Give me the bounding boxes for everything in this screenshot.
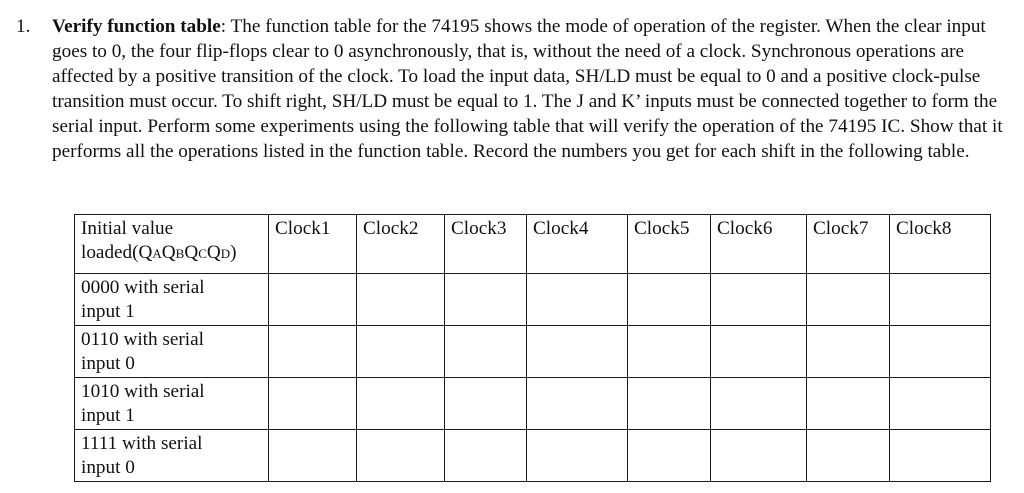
blank-cell[interactable]: [890, 274, 991, 326]
blank-cell[interactable]: [527, 326, 628, 378]
blank-cell[interactable]: [445, 274, 527, 326]
blank-cell[interactable]: [628, 378, 711, 430]
blank-cell[interactable]: [807, 378, 890, 430]
blank-cell[interactable]: [711, 326, 807, 378]
item-heading: Verify function table: [52, 16, 221, 37]
blank-cell[interactable]: [269, 274, 357, 326]
blank-cell[interactable]: [269, 378, 357, 430]
item-paragraph: [52, 14, 1006, 164]
blank-cell[interactable]: [357, 274, 445, 326]
blank-cell[interactable]: [357, 430, 445, 482]
table-row: [75, 430, 991, 482]
blank-cell[interactable]: [445, 326, 527, 378]
blank-cell[interactable]: [628, 430, 711, 482]
blank-cell[interactable]: [527, 274, 628, 326]
blank-cell[interactable]: [890, 378, 991, 430]
table-row: [75, 378, 991, 430]
blank-cell[interactable]: [527, 378, 628, 430]
blank-cell[interactable]: [445, 378, 527, 430]
blank-cell[interactable]: [890, 430, 991, 482]
function-table: [74, 214, 991, 482]
header-line1: Initial value: [81, 218, 174, 239]
header-initial-value: [75, 215, 269, 274]
blank-cell[interactable]: [269, 326, 357, 378]
table-header-row: [75, 215, 991, 274]
row-label: 0110 with serial input 0: [75, 326, 269, 378]
blank-cell[interactable]: [445, 430, 527, 482]
blank-cell[interactable]: [807, 326, 890, 378]
header-clock-4: Clock4: [527, 215, 628, 274]
row-label: 1111 with serial input 0: [75, 430, 269, 482]
row-label: 0000 with serial input 1: [75, 274, 269, 326]
header-clock-2: Clock2: [357, 215, 445, 274]
blank-cell[interactable]: [269, 430, 357, 482]
header-clock-8: Clock8: [890, 215, 991, 274]
header-clock-1: Clock1: [269, 215, 357, 274]
header-clock-6: Clock6: [711, 215, 807, 274]
row-label: 1010 with serial input 1: [75, 378, 269, 430]
instruction-item: [16, 14, 1006, 164]
blank-cell[interactable]: [357, 326, 445, 378]
blank-cell[interactable]: [628, 326, 711, 378]
table-row: [75, 274, 991, 326]
blank-cell[interactable]: [527, 430, 628, 482]
blank-cell[interactable]: [890, 326, 991, 378]
blank-cell[interactable]: [711, 378, 807, 430]
blank-cell[interactable]: [357, 378, 445, 430]
header-clock-3: Clock3: [445, 215, 527, 274]
item-body: : The function table for the 74195 shows the mode of operation of the register. When the clear input goes to 0, the four flip-flops clear to 0 asynchronously, that is, without the need of a clock. Synchronous operations are affected by a positive transition of the clock. To load the input data, SH/LD must be equal to 0 and a positive clock-pulse transition must occur. To shift right, SH/LD must be equal to 1. The J and K’ inputs must be connected together to form the serial input. Perform some experiments using the following table that will verify the operation of the 74195 IC. Show that it performs all the operations listed in the function table. Record the numbers you get for each shift in the following table.: [52, 16, 1003, 162]
blank-cell[interactable]: [807, 430, 890, 482]
header-clock-7: Clock7: [807, 215, 890, 274]
header-line2: loaded(QAQBQCQD): [81, 242, 237, 263]
item-number: 1.: [16, 16, 31, 37]
blank-cell[interactable]: [807, 274, 890, 326]
blank-cell[interactable]: [628, 274, 711, 326]
blank-cell[interactable]: [711, 430, 807, 482]
blank-cell[interactable]: [711, 274, 807, 326]
header-clock-5: Clock5: [628, 215, 711, 274]
table-row: [75, 326, 991, 378]
